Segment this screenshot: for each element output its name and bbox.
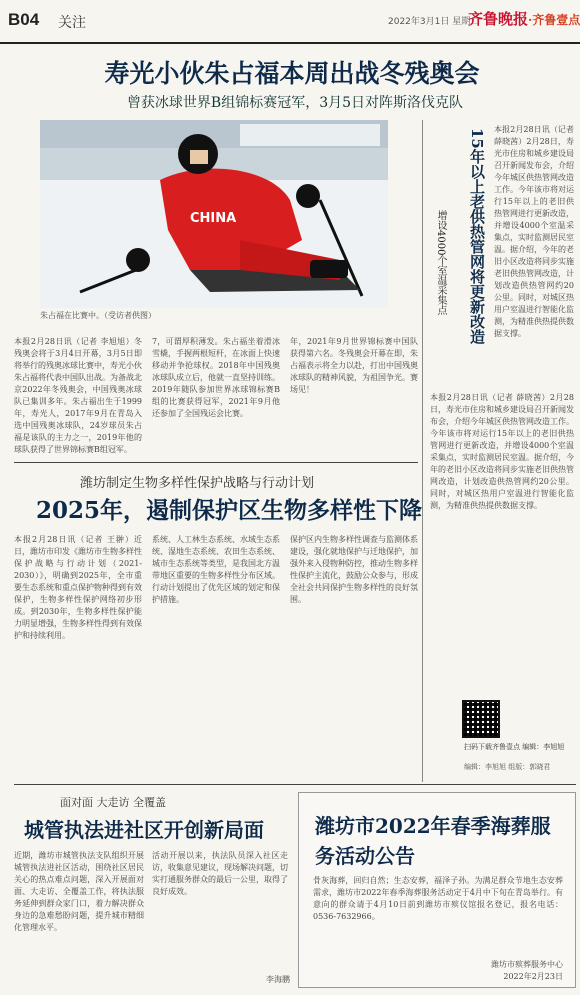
story3-reporter: 李海鹏 bbox=[266, 975, 290, 984]
masthead bbox=[0, 0, 580, 44]
story2-kicker: 潍坊制定生物多样性保护战略与行动计划 bbox=[80, 476, 315, 491]
notice-signature: 潍坊市殡葬服务中心 bbox=[491, 960, 563, 969]
editor-credit: 编辑：李旭旭 组版：郭晓君 bbox=[464, 763, 551, 771]
sidebar-subheadline: 增设4000个室温采集点 bbox=[435, 210, 446, 316]
story3-body-col-1: 近期，潍坊市城管执法支队组织开展城管执法进社区活动，围绕社区居民关心的热点难点问题，深入开展面对面、大走访、全覆盖工作，将执法服务延伸到群众家门口，着力解决群众身边的急难愁盼问题，提升城市精细化管理水平。 bbox=[14, 851, 144, 932]
notice-headline: 潍坊市2022年春季海葬服务活动公告 bbox=[315, 814, 551, 868]
story3-kicker: 面对面 大走访 全覆盖 bbox=[60, 796, 166, 809]
issue-date: 2022年3月1日 星期二 bbox=[388, 17, 480, 27]
qr-label: 扫码下载齐鲁壹点 编辑：李旭旭 bbox=[464, 743, 565, 751]
lead-headline: 寿光小伙朱占福本周出战冬残奥会 bbox=[104, 59, 480, 88]
column-divider bbox=[422, 120, 423, 782]
brand-sub: ·齐鲁壹点 bbox=[528, 13, 580, 27]
jersey-lettering: CHINA bbox=[190, 211, 237, 226]
story2-body-col-1: 本报2月28日讯（记者 王翀）近日，潍坊市印发《潍坊市生物多样性保护战略与行动计划（2021-2030）》，明确到2025年，全市重要生态系统和重点保护物种得到有效保护，生物多样性保护网络初步形成。到2030年，生物多样性保护能力明显增强，生物多样性得到有效保护和持续利用。 bbox=[14, 535, 142, 640]
story2-body-col-3: 保护区内生物多样性调查与监测体系建设，强化就地保护与迁地保护，加强外来入侵物种防控，推动生物多样性保护主流化，鼓励公众参与，形成全社会共同保护生物多样性的良好氛围。 bbox=[290, 535, 418, 604]
photo-caption: 朱占福在比赛中。（受访者供图） bbox=[40, 311, 156, 320]
brand-name: 齐鲁晚报 bbox=[468, 10, 529, 28]
sidebar-body-continued: 本报2月28日讯（记者 薛晓茜）2月28日，寿光市住房和城乡建设局召开新闻发布会，介绍今年城区供热管网改造工作。今年该市将对运行15年以上的老旧供热管网进行更新改造，并增设4000个室温采集点，实时监测居民室温。据介绍，今年的老旧小区改造将同步实施老旧供热管网改造，计划改造供热管网约20公里。同时，对城区热用户室温进行智能化监测，为精准供热提供数据支撑。 bbox=[430, 393, 574, 510]
lead-body-col-3: 年，2021年9月世界锦标赛中国队获得第六名。冬残奥会开幕在即，朱占福表示将全力以赴，打出中国残奥冰球队的精神风貌，为祖国争光。赛场见！ bbox=[290, 337, 418, 394]
sidebar-body-top: 本报2月28日讯（记者 薛晓茜）2月28日，寿光市住房和城乡建设局召开新闻发布会，介绍今年城区供热管网改造工作。今年该市将对运行15年以上的老旧供热管网进行更新改造，并增设4000个室温采集点，实时监测居民室温。据介绍，今年的老旧小区改造将同步实施老旧供热管网改造，计划改造供热管网约20公里。同时，对城区热用户室温进行智能化监测，为精准供热提供数据支撑。 bbox=[494, 125, 574, 338]
sidebar-headline: 15年以上老供热管网将更新改造 bbox=[468, 128, 486, 344]
story3-headline: 城管执法进社区开创新局面 bbox=[24, 818, 264, 842]
story2-headline: 2025年，遏制保护区生物多样性下降 bbox=[36, 497, 423, 524]
lead-body-col-1: 本报2月28日讯（记者 李旭旭）冬残奥会将于3月4日开幕，3月5日即将举行的残奥冰球比赛中，寿光小伙朱占福将代表中国队出战。为备战北京2022年冬残奥会，中国残奥冰球队已集训多年。朱占福出生于1999年，寿光人，2017年9月在青岛入选中国残奥冰球队，24岁球员朱占福是该队的主力之一，2019年他的球队获得了世界锦标赛B组冠军。 bbox=[14, 337, 142, 454]
lead-body-col-2: 7，可谓厚积薄发。朱占福坐着滑冰雪橇，手握两根短杆，在冰面上快速移动并争抢球权。2018年中国残奥冰球队成立后，他就一直坚持训练。2019年随队参加世界冰球锦标赛B组的比赛获得冠军，2021年9月他还参加了全国残运会比赛。 bbox=[152, 337, 280, 418]
notice-box bbox=[298, 792, 576, 988]
lead-photo bbox=[40, 120, 388, 308]
story3-body-col-2: 活动开展以来，执法队员深入社区走访，收集意见建议，现场解决问题，切实打通服务群众的最后一公里，取得了良好成效。 bbox=[152, 851, 288, 896]
sled-hockey-player-image bbox=[40, 120, 388, 308]
page-number: B04 bbox=[8, 10, 40, 29]
section-label: 关注 bbox=[58, 15, 86, 31]
qr-code[interactable] bbox=[462, 700, 500, 738]
story2-body-col-2: 系统、人工林生态系统、水域生态系统、湿地生态系统、农田生态系统、城市生态系统等类型，是我国北方温带地区重要的生物多样性分布区域。行动计划提出了优先区域的划定和保护措施。 bbox=[152, 535, 280, 604]
notice-date: 2022年2月23日 bbox=[503, 972, 563, 981]
section-divider-2 bbox=[14, 784, 576, 785]
section-divider bbox=[14, 462, 418, 463]
notice-body: 骨灰海葬，回归自然；生态安葬，福泽子孙。为满足群众节地生态安葬需求，潍坊市2022年春季海葬服务活动定于4月中下旬在青岛举行。有意向的群众请于4月10日前到潍坊市殡仪馆报名登记，报名电话：0536-7632966。 bbox=[313, 876, 563, 921]
newspaper-logo bbox=[468, 8, 580, 29]
lead-subheadline: 曾获冰球世界B组锦标赛冠军，3月5日对阵斯洛伐克队 bbox=[126, 95, 464, 111]
